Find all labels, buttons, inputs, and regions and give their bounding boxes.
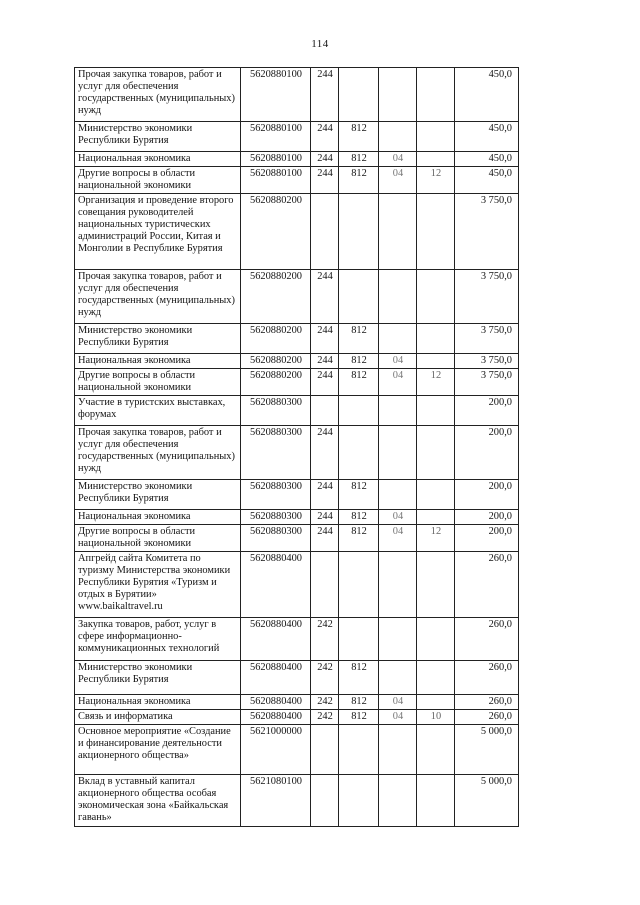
cell-name: Апгрейд сайта Комитета по туризму Министерства экономики Республики Бурятия «Туризм и отдых в Бурятии» www.baikaltravel.ru xyxy=(75,552,241,618)
table-row xyxy=(75,354,519,369)
cell-name: Участие в туристских выставках, форумах xyxy=(75,396,241,426)
cell-name: Прочая закупка товаров, работ и услуг для обеспечения государственных (муниципальных) нужд xyxy=(75,68,241,122)
cell-pr xyxy=(417,510,455,525)
cell-code: 5620880300 xyxy=(241,426,311,480)
cell-vr xyxy=(311,725,339,775)
cell-pr: 12 xyxy=(417,167,455,194)
cell-rz xyxy=(379,270,417,324)
cell-name: Основное мероприятие «Создание и финансирование деятельности акционерного общества» xyxy=(75,725,241,775)
cell-name: Прочая закупка товаров, работ и услуг для обеспечения государственных (муниципальных) нужд xyxy=(75,270,241,324)
cell-pr xyxy=(417,480,455,510)
table-row xyxy=(75,324,519,354)
cell-pr xyxy=(417,725,455,775)
cell-name: Вклад в уставный капитал акционерного общества особая экономическая зона «Байкальская гавань» xyxy=(75,775,241,827)
cell-pr xyxy=(417,396,455,426)
cell-code: 5620880400 xyxy=(241,618,311,661)
cell-min xyxy=(339,68,379,122)
cell-name: Национальная экономика xyxy=(75,354,241,369)
table-row xyxy=(75,480,519,510)
cell-sum: 5 000,0 xyxy=(455,775,519,827)
cell-pr xyxy=(417,661,455,695)
cell-name: Другие вопросы в области национальной экономики xyxy=(75,369,241,396)
cell-name: Другие вопросы в области национальной экономики xyxy=(75,525,241,552)
cell-rz xyxy=(379,324,417,354)
cell-min: 812 xyxy=(339,710,379,725)
cell-sum: 260,0 xyxy=(455,552,519,618)
cell-min: 812 xyxy=(339,480,379,510)
cell-pr: 10 xyxy=(417,710,455,725)
cell-sum: 200,0 xyxy=(455,510,519,525)
cell-rz: 04 xyxy=(379,152,417,167)
cell-min: 812 xyxy=(339,324,379,354)
table-row xyxy=(75,661,519,695)
cell-sum: 450,0 xyxy=(455,68,519,122)
cell-sum: 3 750,0 xyxy=(455,369,519,396)
cell-rz: 04 xyxy=(379,167,417,194)
cell-rz: 04 xyxy=(379,510,417,525)
cell-pr xyxy=(417,618,455,661)
cell-min: 812 xyxy=(339,510,379,525)
cell-name: Министерство экономики Республики Бурятия xyxy=(75,480,241,510)
cell-vr: 244 xyxy=(311,510,339,525)
cell-pr xyxy=(417,426,455,480)
budget-table xyxy=(74,67,519,827)
cell-rz xyxy=(379,661,417,695)
cell-min xyxy=(339,426,379,480)
cell-name: Национальная экономика xyxy=(75,510,241,525)
cell-sum: 3 750,0 xyxy=(455,270,519,324)
cell-vr: 244 xyxy=(311,480,339,510)
cell-rz: 04 xyxy=(379,695,417,710)
cell-sum: 260,0 xyxy=(455,710,519,725)
table-row xyxy=(75,167,519,194)
table-row xyxy=(75,695,519,710)
cell-name: Министерство экономики Республики Бурятия xyxy=(75,122,241,152)
table-row xyxy=(75,426,519,480)
cell-pr xyxy=(417,122,455,152)
table-row xyxy=(75,152,519,167)
table-row xyxy=(75,68,519,122)
table-row xyxy=(75,369,519,396)
cell-name: Министерство экономики Республики Бурятия xyxy=(75,324,241,354)
cell-pr xyxy=(417,552,455,618)
cell-code: 5620880200 xyxy=(241,369,311,396)
cell-rz: 04 xyxy=(379,369,417,396)
cell-min: 812 xyxy=(339,695,379,710)
cell-sum: 260,0 xyxy=(455,695,519,710)
cell-vr: 244 xyxy=(311,152,339,167)
cell-min xyxy=(339,725,379,775)
cell-sum: 3 750,0 xyxy=(455,194,519,270)
cell-code: 5620880200 xyxy=(241,270,311,324)
cell-vr: 242 xyxy=(311,618,339,661)
cell-name: Другие вопросы в области национальной экономики xyxy=(75,167,241,194)
cell-vr: 244 xyxy=(311,369,339,396)
cell-name: Национальная экономика xyxy=(75,152,241,167)
cell-sum: 200,0 xyxy=(455,426,519,480)
cell-vr: 244 xyxy=(311,354,339,369)
cell-pr: 12 xyxy=(417,369,455,396)
cell-min xyxy=(339,618,379,661)
cell-name: Национальная экономика xyxy=(75,695,241,710)
cell-min: 812 xyxy=(339,152,379,167)
cell-code: 5620880300 xyxy=(241,396,311,426)
cell-pr xyxy=(417,152,455,167)
table-row xyxy=(75,122,519,152)
cell-rz: 04 xyxy=(379,354,417,369)
cell-min xyxy=(339,775,379,827)
cell-code: 5620880100 xyxy=(241,152,311,167)
cell-min: 812 xyxy=(339,661,379,695)
cell-code: 5620880100 xyxy=(241,167,311,194)
cell-pr xyxy=(417,68,455,122)
cell-code: 5621000000 xyxy=(241,725,311,775)
cell-min xyxy=(339,270,379,324)
cell-code: 5620880200 xyxy=(241,194,311,270)
table-row xyxy=(75,710,519,725)
cell-code: 5620880100 xyxy=(241,122,311,152)
cell-vr: 242 xyxy=(311,695,339,710)
cell-min: 812 xyxy=(339,525,379,552)
cell-min: 812 xyxy=(339,167,379,194)
cell-rz xyxy=(379,194,417,270)
cell-min xyxy=(339,194,379,270)
table-row xyxy=(75,552,519,618)
cell-rz: 04 xyxy=(379,525,417,552)
cell-vr: 244 xyxy=(311,525,339,552)
cell-sum: 200,0 xyxy=(455,396,519,426)
cell-min xyxy=(339,552,379,618)
cell-sum: 5 000,0 xyxy=(455,725,519,775)
cell-name: Организация и проведение второго совещания руководителей национальных туристических администраций России, Китая и Монголии в Республике Бурятия xyxy=(75,194,241,270)
cell-vr: 244 xyxy=(311,426,339,480)
cell-pr xyxy=(417,354,455,369)
cell-sum: 3 750,0 xyxy=(455,324,519,354)
table-body xyxy=(75,68,519,827)
cell-pr xyxy=(417,270,455,324)
cell-code: 5620880300 xyxy=(241,525,311,552)
cell-pr xyxy=(417,695,455,710)
cell-rz xyxy=(379,122,417,152)
cell-vr: 244 xyxy=(311,122,339,152)
cell-sum: 450,0 xyxy=(455,152,519,167)
cell-code: 5620880400 xyxy=(241,552,311,618)
cell-vr xyxy=(311,396,339,426)
cell-sum: 200,0 xyxy=(455,480,519,510)
cell-code: 5620880300 xyxy=(241,510,311,525)
cell-min: 812 xyxy=(339,122,379,152)
cell-code: 5620880200 xyxy=(241,354,311,369)
cell-rz xyxy=(379,618,417,661)
cell-pr xyxy=(417,194,455,270)
cell-vr xyxy=(311,194,339,270)
cell-name: Закупка товаров, работ, услуг в сфере информационно-коммуникационных технологий xyxy=(75,618,241,661)
cell-rz xyxy=(379,725,417,775)
cell-code: 5620880400 xyxy=(241,710,311,725)
cell-name: Связь и информатика xyxy=(75,710,241,725)
table-row xyxy=(75,775,519,827)
cell-code: 5620880200 xyxy=(241,324,311,354)
cell-rz xyxy=(379,68,417,122)
cell-code: 5620880400 xyxy=(241,661,311,695)
cell-sum: 200,0 xyxy=(455,525,519,552)
cell-sum: 260,0 xyxy=(455,661,519,695)
page-number: 114 xyxy=(311,38,329,50)
cell-vr: 242 xyxy=(311,710,339,725)
cell-rz xyxy=(379,552,417,618)
cell-pr xyxy=(417,775,455,827)
table-row xyxy=(75,525,519,552)
cell-pr xyxy=(417,324,455,354)
cell-name: Прочая закупка товаров, работ и услуг для обеспечения государственных (муниципальных) нужд xyxy=(75,426,241,480)
cell-code: 5620880300 xyxy=(241,480,311,510)
cell-code: 5621080100 xyxy=(241,775,311,827)
cell-vr: 244 xyxy=(311,270,339,324)
cell-pr: 12 xyxy=(417,525,455,552)
table-row xyxy=(75,618,519,661)
cell-sum: 3 750,0 xyxy=(455,354,519,369)
cell-vr: 242 xyxy=(311,661,339,695)
table-row xyxy=(75,396,519,426)
cell-min: 812 xyxy=(339,369,379,396)
cell-code: 5620880100 xyxy=(241,68,311,122)
cell-rz xyxy=(379,480,417,510)
table-row xyxy=(75,510,519,525)
cell-rz xyxy=(379,396,417,426)
cell-rz: 04 xyxy=(379,710,417,725)
cell-sum: 450,0 xyxy=(455,122,519,152)
cell-sum: 260,0 xyxy=(455,618,519,661)
cell-code: 5620880400 xyxy=(241,695,311,710)
cell-vr xyxy=(311,552,339,618)
table-row xyxy=(75,194,519,270)
cell-rz xyxy=(379,775,417,827)
cell-min xyxy=(339,396,379,426)
cell-min: 812 xyxy=(339,354,379,369)
cell-vr: 244 xyxy=(311,324,339,354)
cell-name: Министерство экономики Республики Бурятия xyxy=(75,661,241,695)
cell-vr xyxy=(311,775,339,827)
table-row xyxy=(75,270,519,324)
cell-vr: 244 xyxy=(311,167,339,194)
cell-vr: 244 xyxy=(311,68,339,122)
table-row xyxy=(75,725,519,775)
cell-sum: 450,0 xyxy=(455,167,519,194)
cell-rz xyxy=(379,426,417,480)
